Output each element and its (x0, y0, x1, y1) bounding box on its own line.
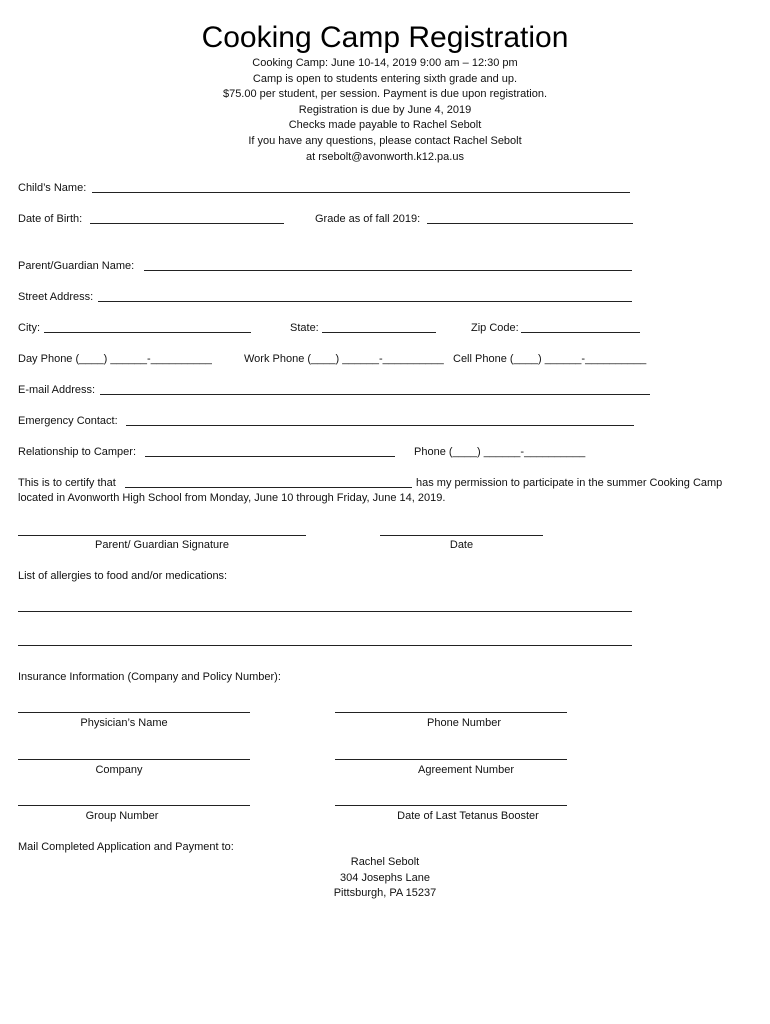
phone-number-label: Phone Number (427, 717, 501, 729)
relationship-phone-field[interactable]: Phone (____) ______-__________ (414, 446, 586, 458)
tetanus-label: Date of Last Tetanus Booster (397, 810, 539, 822)
agreement-number-field[interactable] (335, 759, 567, 760)
company-label: Company (95, 764, 143, 776)
street-address-field[interactable] (98, 301, 632, 302)
page-title: Cooking Camp Registration (201, 21, 569, 54)
mail-city: Pittsburgh, PA 15237 (333, 887, 437, 899)
city-label: City: (18, 322, 40, 334)
info-line-questions: If you have any questions, please contact Rachel Sebolt (248, 134, 522, 147)
email-address-field[interactable] (100, 394, 650, 395)
info-line-checks: Checks made payable to Rachel Sebolt (288, 119, 482, 132)
relationship-field[interactable] (145, 456, 395, 457)
parent-signature-field[interactable] (18, 535, 306, 536)
cell-phone-field[interactable]: Cell Phone (____) ______-__________ (453, 353, 647, 365)
allergies-line-2[interactable] (18, 645, 632, 646)
grade-label: Grade as of fall 2019: (315, 213, 421, 225)
physician-phone-field[interactable] (335, 712, 567, 713)
zip-code-field[interactable] (521, 332, 640, 333)
allergies-line-1[interactable] (18, 611, 632, 612)
emergency-contact-label: Emergency Contact: (18, 415, 118, 427)
zip-code-label: Zip Code: (471, 322, 519, 334)
relationship-label: Relationship to Camper: (18, 446, 137, 458)
physicians-name-field[interactable] (18, 712, 250, 713)
physicians-name-label: Physician’s Name (80, 717, 168, 729)
email-address-label: E-mail Address: (18, 384, 96, 396)
grade-field[interactable] (427, 223, 633, 224)
state-label: State: (290, 322, 319, 334)
info-line-eligibility: Camp is open to students entering sixth grade and up. (252, 72, 518, 85)
parent-signature-label: Parent/ Guardian Signature (95, 539, 229, 551)
camp-info-block (0, 56, 770, 165)
info-line-price: $75.00 per student, per session. Payment is due upon registration. (222, 88, 548, 101)
emergency-contact-field[interactable] (126, 425, 634, 426)
signature-date-field[interactable] (380, 535, 543, 536)
certify-prefix: This is to certify that (18, 477, 116, 489)
signature-date-label: Date (449, 539, 474, 551)
childs-name-field[interactable] (92, 192, 630, 193)
mail-street: 304 Josephs Lane (340, 872, 430, 884)
group-number-field[interactable] (18, 805, 250, 806)
childs-name-label: Child’s Name: (18, 182, 87, 194)
date-of-birth-label: Date of Birth: (18, 213, 83, 225)
work-phone-field[interactable]: Work Phone (____) ______-__________ (244, 353, 444, 365)
group-number-label: Group Number (85, 810, 159, 822)
parent-guardian-name-field[interactable] (144, 270, 632, 271)
insurance-company-field[interactable] (18, 759, 250, 760)
mail-heading: Mail Completed Application and Payment to: (18, 841, 234, 853)
info-line-email: at rsebolt@avonworth.k12.pa.us (306, 150, 464, 163)
street-address-label: Street Address: (18, 291, 94, 303)
mail-recipient-name: Rachel Sebolt (350, 856, 420, 868)
day-phone-field[interactable]: Day Phone (____) ______-__________ (18, 353, 212, 365)
tetanus-date-field[interactable] (335, 805, 567, 806)
certify-line-2: located in Avonworth High School from Monday, June 10 through Friday, June 14, 2019. (18, 492, 446, 504)
date-of-birth-field[interactable] (90, 223, 284, 224)
state-field[interactable] (322, 332, 436, 333)
info-line-dates: Cooking Camp: June 10-14, 2019 9:00 am – 12:30 pm (252, 57, 518, 69)
agreement-number-label: Agreement Number (418, 764, 514, 776)
insurance-heading: Insurance Information (Company and Policy Number): (18, 671, 281, 683)
city-field[interactable] (44, 332, 251, 333)
parent-guardian-name-label: Parent/Guardian Name: (18, 260, 135, 272)
info-line-due-date: Registration is due by June 4, 2019 (298, 103, 472, 116)
allergies-label: List of allergies to food and/or medications: (18, 570, 228, 582)
certify-suffix: has my permission to participate in the summer Cooking Camp (416, 477, 723, 489)
camper-name-field[interactable] (125, 487, 412, 488)
